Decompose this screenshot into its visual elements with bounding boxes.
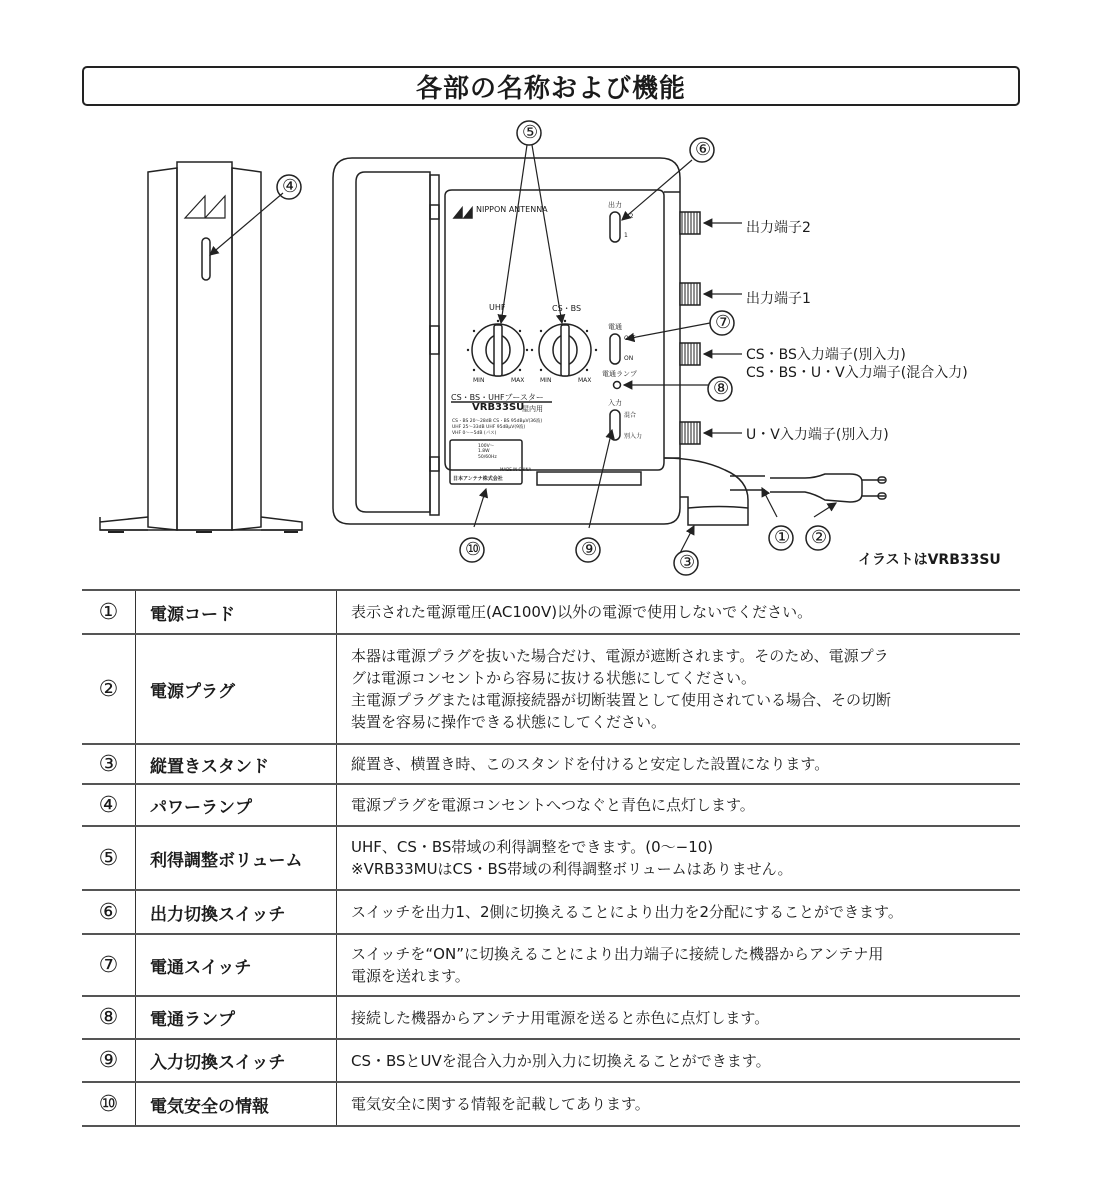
output-switch[interactable] [610,212,620,242]
terminal-output-1: 出力端子1 [746,291,811,307]
part-name: 電通ランプ [136,996,337,1039]
rating-3: 50/60Hz [478,455,497,460]
terminal-uv-input: U・V入力端子(別入力) [746,427,889,443]
output-switch-opt1: 1,2 [624,213,634,220]
uhf-knob-label: UHF [489,303,506,312]
uhf-gain-knob[interactable] [472,324,524,376]
callout-2: ② [811,527,828,548]
part-name: 電源プラグ [136,634,337,744]
part-description: 縦置き、横置き時、このスタンドを付けると安定した設置になります。 [337,744,1021,784]
part-description: スイッチを“ON”に切換えることにより出力端子に接続した機器からアンテナ用 電源を送れます。 [337,934,1021,996]
part-name: 電通スイッチ [136,934,337,996]
uhf-min-label: MIN [473,377,485,384]
callout-1: ① [774,527,791,548]
power-feed-lamp [614,382,621,389]
callout-3: ③ [679,552,696,573]
part-description: 本器は電源プラグを抜いた場合だけ、電源が遮断されます。そのため、電源プラ グは電源コンセントから容易に抜ける状態にしてください。 主電源プラグまたは電源接続器が切断装置として使用されている場合、その切断 装置を容易に操作できる状態にしてください。 [337,634,1021,744]
model-suffix: 屋内用 [522,405,543,413]
terminal-mixed-input: CS・BS・U・V入力端子(混合入力) [746,365,968,381]
part-description: CS・BSとUVを混合入力か別入力に切換えることができます。 [337,1039,1021,1082]
part-number: ⑤ [82,826,136,890]
product-line: CS・BS・UHFブースター [451,393,544,402]
input-switch-title: 入力 [608,399,622,407]
brand-text: NIPPON ANTENNA [476,205,548,214]
csbs-knob-label: CS・BS [552,304,582,313]
callout-10: ⑩ [465,539,482,560]
csbs-min-label: MIN [540,377,552,384]
table-row [82,590,1020,634]
part-number: ⑩ [82,1082,136,1126]
callout-4: ④ [282,176,299,197]
power-switch-opt1: OFF [624,335,636,342]
table-row [82,890,1020,934]
part-description: 電源プラグを電源コンセントへつなぐと青色に点灯します。 [337,784,1021,826]
terminal-csbs-input: CS・BS入力端子(別入力) [746,347,906,363]
callout-6: ⑥ [695,139,712,160]
table-row [82,934,1020,996]
parts-table [82,589,1020,1127]
input-switch-opt1: 混合 [624,412,637,419]
table-row [82,1082,1020,1126]
output-switch-title: 出力 [608,201,622,209]
part-number: ⑥ [82,890,136,934]
part-number: ⑨ [82,1039,136,1082]
part-description: 電気安全に関する情報を記載してあります。 [337,1082,1021,1126]
part-name: 入力切換スイッチ [136,1039,337,1082]
made-in: MADE IN CHINA [500,467,532,472]
part-name: 縦置きスタンド [136,744,337,784]
rating-1: 100V〜 [478,444,495,449]
power-switch-title: 電通 [608,323,622,331]
maker-name: 日本アンテナ株式会社 [453,476,503,482]
front-view [333,158,886,525]
part-number: ① [82,590,136,634]
part-description: 接続した機器からアンテナ用電源を送ると赤色に点灯します。 [337,996,1021,1039]
part-number: ④ [82,784,136,826]
input-switch-opt2: 別入力 [624,433,643,440]
csbs-max-label: MAX [578,377,592,384]
spec-line-2: UHF 25〜33dB UHF 95dBμV(9波) [452,425,526,430]
uhf-max-label: MAX [511,377,525,384]
power-switch-opt2: ON [624,355,634,362]
spec-line-3: VHF 0〜−5dB (パス) [452,431,497,436]
side-view [88,162,310,535]
table-row [82,826,1020,890]
callout-7: ⑦ [715,312,732,333]
terminal-output-2: 出力端子2 [746,220,811,236]
part-name: 出力切換スイッチ [136,890,337,934]
power-lamp-label: 電通ランプ [602,370,637,378]
table-row [82,744,1020,784]
callout-8: ⑧ [713,378,730,399]
output-switch-opt2: 1 [624,232,628,239]
input-switch[interactable] [610,410,620,440]
callout-9: ⑨ [581,539,598,560]
device-illustration [0,110,1116,580]
part-name: 電気安全の情報 [136,1082,337,1126]
power-feed-switch[interactable] [610,334,620,364]
illustration-caption: イラストはVRB33SU [858,552,1001,568]
csbs-gain-knob[interactable] [539,324,591,376]
table-row [82,996,1020,1039]
table-row [82,634,1020,744]
spec-line-1: CS・BS 20〜28dB CS・BS 95dBμV(36波) [452,419,543,424]
part-description: 表示された電源電圧(AC100V)以外の電源で使用しないでください。 [337,590,1021,634]
part-name: パワーランプ [136,784,337,826]
table-row [82,784,1020,826]
part-name: 電源コード [136,590,337,634]
page-title: 各部の名称および機能 [415,73,686,104]
model-name: VRB33SU [472,402,525,413]
part-number: ⑦ [82,934,136,996]
part-number: ③ [82,744,136,784]
part-number: ② [82,634,136,744]
part-name: 利得調整ボリューム [136,826,337,890]
part-number: ⑧ [82,996,136,1039]
section-title-box [82,66,1020,106]
rating-2: 1.8W [478,449,490,454]
table-row [82,1039,1020,1082]
part-description: スイッチを出力1、2側に切換えることにより出力を2分配にすることができます。 [337,890,1021,934]
part-description: UHF、CS・BS帯域の利得調整をできます。(0〜−10) ※VRB33MUはCS・BS帯域の利得調整ボリュームはありません。 [337,826,1021,890]
callout-5: ⑤ [522,122,539,143]
